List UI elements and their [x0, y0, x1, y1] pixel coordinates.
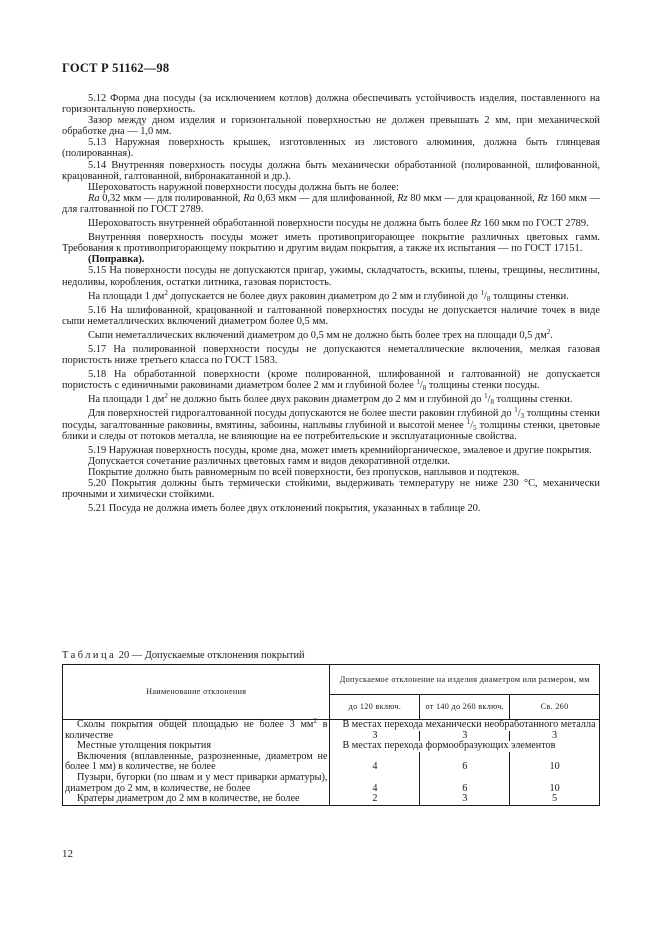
header-deviation-name: Наименование отклонения	[63, 665, 330, 720]
cell-value: 10	[510, 752, 600, 773]
paragraph-coating: Внутренняя поверхность посуды может иметь противопригорающее покрытие различных цветовых гамм. Требования к противопригорающему покрытию и другим видам покрытия, а также их испытания — по ГОСТ 17151.	[62, 232, 600, 255]
cell-value: 3	[420, 731, 510, 742]
paragraph-5-18: 5.18 На обработанной поверхности (кроме полированной, шлифованной и галтованной) не допускается пористость с единичными раковинами диаметром более 2 мм и глубиной более $^1/_8$ толщины стенки посуды.	[62, 369, 600, 393]
header-col-140-260: от 140 до 260 включ.	[420, 695, 510, 720]
row-span-thickening: В местах перехода формообразующих элементов	[330, 741, 600, 752]
row-name-thickening: Местные утолщения покрытия	[63, 741, 330, 752]
paragraph-5-19-colors: Допускается сочетание различных цветовых гамм и видов декоративной отделки.	[88, 455, 450, 467]
table-row	[63, 794, 600, 805]
header-col-over-260: Св. 260	[510, 695, 600, 720]
row-name-chips: Сколы покрытия общей площадью не более 3 $мм^2$ в количестве	[63, 720, 330, 742]
paragraph-5-19-uniform: Покрытие должно быть равномерным по всей поверхности, без пропусков, наплывов и подтеков.	[88, 466, 520, 478]
table-row	[63, 773, 600, 794]
cell-value: 4	[330, 752, 420, 773]
document-body	[62, 93, 600, 514]
cell-value: 10	[510, 773, 600, 794]
table-caption: Таблица 20 — Допускаемые отклонения покрытий	[62, 650, 305, 661]
cell-value: 4	[330, 773, 420, 794]
cell-value: 6	[420, 773, 510, 794]
paragraph-5-14: 5.14 Внутренняя поверхность посуды должна быть механически обработанной (полированной, шлифованной, крацованной, галтованной, вибронакатанной и др.).	[62, 159, 600, 182]
paragraph-5-17: 5.17 На полированной поверхности посуды не допускаются неметаллические включения, мелкая газовая пористость ниже третьего класса по ГОСТ 1583.	[62, 343, 600, 367]
table-row	[63, 720, 600, 731]
cell-value: 2	[330, 794, 420, 805]
paragraph-5-15-area: На площади 1 $дм^2$ допускается не более двух раковин диаметром до 2 мм и глубиной до $^1/_8$ толщины стенки.	[88, 288, 569, 303]
paragraph-roughness-values: Ra 0,32 мкм — для полированной, Ra 0,63 мкм — для шлифованной, Rz 80 мкм — для крацованной, Rz 160 мкм — для галтованной по ГОСТ 2789.	[62, 192, 600, 215]
cell-value: 5	[510, 794, 600, 805]
cell-value: 3	[420, 794, 510, 805]
paragraph-5-18-area: На площади 1 $дм^2$ не должно быть более двух раковин диаметром до 2 мм и глубиной до $^1/_8$ толщины стенки.	[88, 392, 573, 407]
paragraph-roughness-intro: Шероховатость наружной поверхности посуды должна быть не более:	[88, 181, 399, 193]
paragraph-5-16: 5.16 На шлифованной, крацованной и галтованной поверхностях посуды не допускается наличие точек в виде сыпи неметаллических включений диаметром более 0,5 мм.	[62, 304, 600, 327]
header-size-group: Допускаемое отклонение на изделия диаметром или размером, мм	[330, 665, 600, 695]
row-name-inclusions: Включения (вплавленные, разрозненные, диаметром не более 1 мм) в количестве, не более	[63, 752, 330, 773]
cell-value: 3	[510, 731, 600, 742]
document-header: ГОСТ Р 51162—98	[62, 61, 170, 75]
header-col-up-to-120: до 120 включ.	[330, 695, 420, 720]
row-name-bubbles: Пузыри, бугорки (по швам и у мест приварки арматуры), диаметром до 2 мм, в количестве, не более	[63, 773, 330, 794]
row-name-craters: Кратеры диаметром до 2 мм в количестве, не более	[63, 794, 330, 805]
amendment-note: (Поправка).	[88, 254, 145, 266]
paragraph-5-18-hydro: Для поверхностей гидрогалтованной посуды допускаются не более шести раковин глубиной до $^1/_3$ толщины стенки посуды, загалтованные раковины, вмятины, забоины, наплывы глубиной и высотой менее $^1/_5$ толщины стенки, цветовые блики и следы от потоков металла, не влияющие на ее потребительские и эксплуатационные свойства.	[62, 406, 600, 442]
cell-value: 6	[420, 752, 510, 773]
paragraph-5-19: 5.19 Наружная поверхность посуды, кроме дна, может иметь кремнийорганическое, эмалевое и другие покрытия.	[88, 444, 592, 456]
paragraph-inner-roughness: Шероховатость внутренней обработанной поверхности посуды не должна быть более Rz 160 мкм по ГОСТ 2789.	[88, 218, 589, 230]
paragraph-5-15: 5.15 На поверхности посуды не допускаются пригар, ужимы, складчатость, вскипы, плены, трещины, неслитины, недоливы, коробления, остатки литника, газовая пористость.	[62, 265, 600, 288]
paragraph-gap: Зазор между дном изделия и горизонтальной поверхностью не должен превышать 2 мм, при механической обработке дна — 1,0 мм.	[62, 115, 600, 138]
paragraph-5-21: 5.21 Посуда не должна иметь более двух отклонений покрытия, указанных в таблице 20.	[88, 503, 481, 515]
table-row	[63, 752, 600, 773]
coating-deviations-table	[62, 664, 600, 806]
paragraph-5-13: 5.13 Наружная поверхность крышек, изготовленных из листового алюминия, должна быть глянцевая (полированная).	[62, 137, 600, 160]
paragraph-5-20: 5.20 Покрытия должны быть термически стойкими, выдерживать температуру не ниже 230 °С, механически прочными и химически стойкими.	[62, 478, 600, 501]
cell-value: 3	[330, 731, 420, 742]
row-span-chips: В местах перехода механически необработанного металла	[330, 720, 600, 731]
paragraph-5-16-inclusions: Сыпи неметаллических включений диаметром до 0,5 мм не должно быть более трех на площади 0,5 $дм^2$.	[88, 327, 553, 341]
paragraph-5-12: 5.12 Форма дна посуды (за исключением котлов) должна обеспечивать устойчивость изделия, поставленного на горизонтальную поверхность.	[62, 93, 600, 116]
page-number: 12	[62, 848, 73, 860]
